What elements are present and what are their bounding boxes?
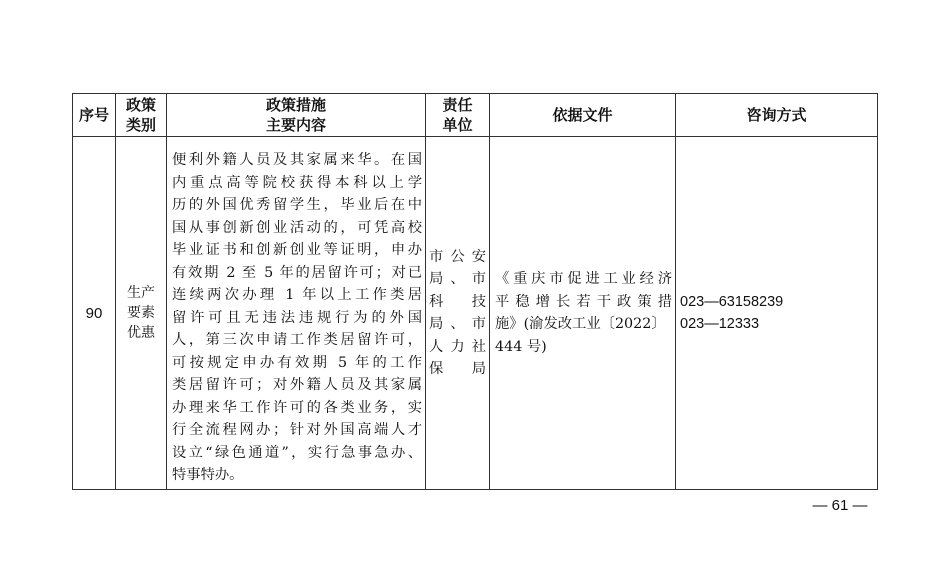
row-basis-document: 《重庆市促进工业经济 平稳增长若干政策措 施》(渝发改工业〔2022〕 444 号): [490, 137, 676, 490]
page-number: — 61 —: [812, 497, 868, 514]
header-contact: 咨询方式: [676, 94, 878, 137]
header-no: 序号: [73, 94, 116, 137]
header-category: 政策 类别: [116, 94, 167, 137]
header-content: 政策措施 主要内容: [167, 94, 426, 137]
policy-table: [72, 93, 878, 490]
header-row: [73, 94, 878, 137]
row-contact: 023—63158239 023—12333: [676, 137, 878, 490]
row-category: 生产 要素 优惠: [116, 137, 167, 490]
row-number: 90: [73, 137, 116, 490]
header-unit: 责任 单位: [426, 94, 490, 137]
row-content: 便利外籍人员及其家属来华。在国 内重点高等院校获得本科以上学 历的外国优秀留学生，毕业后在中 国从事创新创业活动的，可凭高校 毕业证书和创新创业等证明，申办 有效期 2 至 5 年的居留许可；对已 连续两次办理 1 年以上工作类居 留许可且无违法违规行为的外国 人，第三次申请工作类居留许可， 可按规定申办有效期 5 年的工作 类居留许可；对外籍人员及其家属 办理来华工作许可的各类业务，实 行全流程网办；针对外国高端人才 设立“绿色通道”，实行急事急办、 特事特办。: [167, 137, 426, 490]
table-row: [73, 137, 878, 490]
header-basis: 依据文件: [490, 94, 676, 137]
row-responsible-unit: 市公安 局、市 科 技 局、市 人力社 保局: [426, 137, 490, 490]
